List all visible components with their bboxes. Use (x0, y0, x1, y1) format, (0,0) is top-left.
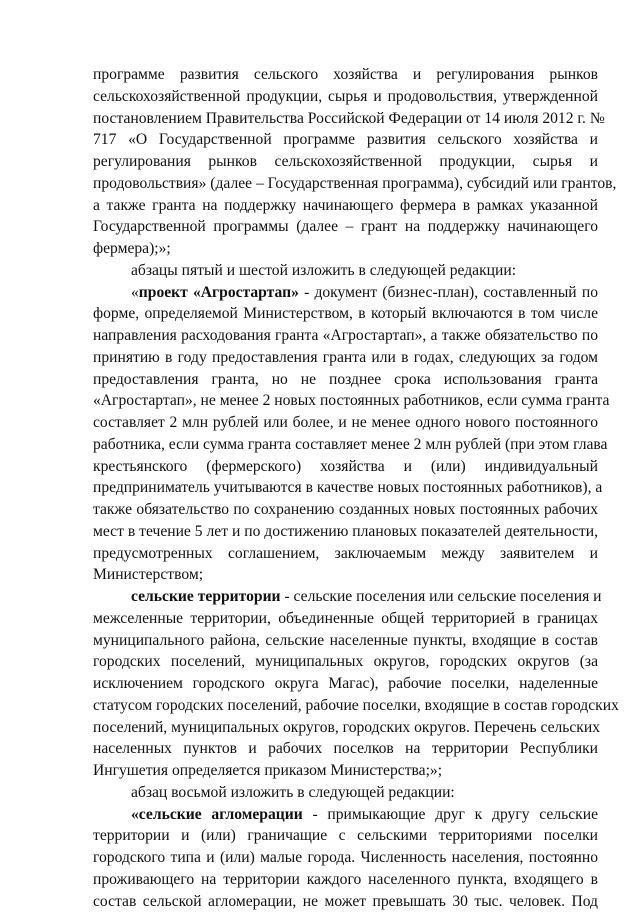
text-line: постановлением Правительства Российской Федерации от 14 июля 2012 г. № (93, 108, 598, 130)
text-line: Ингушетия определяется приказом Министерства;»; (93, 760, 598, 782)
text-line: а также гранта на поддержку начинающего фермера в рамках указанной (93, 195, 598, 217)
definition-rural-territories-line (93, 586, 598, 608)
text-line: городских поселений, муниципальных округов, городских округов (за (93, 651, 598, 673)
text-line: предоставления гранта, но не позднее срока использования гранта (93, 369, 598, 391)
open-quote: « (131, 284, 139, 301)
text-line: Министерством; (93, 564, 598, 586)
text-line: также обязательство по сохранению созданных новых постоянных рабочих (93, 499, 598, 521)
text-line: фермера);»; (93, 238, 598, 260)
text-line: составляет 2 млн рублей или более, и не менее одного нового постоянного (93, 412, 598, 434)
text-line: сельскохозяйственной продукции, сырья и продовольствия, утвержденной (93, 86, 598, 108)
definition-rural-agglomerations-line (93, 804, 598, 826)
amendment-instruction: абзацы пятый и шестой изложить в следующей редакции: (93, 260, 598, 282)
term-rural-agglomerations: «сельские агломерации (131, 806, 303, 823)
term-rural-territories: сельские территории (131, 588, 281, 605)
text-line: направления расходования гранта «Агростартап», а также обязательство по (93, 325, 598, 347)
text-line: принятию в году предоставления гранта или в годах, следующих за годом (93, 347, 598, 369)
text-line: состав сельской агломерации, не может превышать 30 тыс. человек. Под (93, 891, 598, 912)
text-line: программе развития сельского хозяйства и регулирования рынков (93, 64, 598, 86)
text-line: Государственной программы (далее – грант на поддержку начинающего (93, 216, 598, 238)
text-line: крестьянского (фермерского) хозяйства и (или) индивидуальный (93, 456, 598, 478)
text-line: регулирования рынков сельскохозяйственной продукции, сырья и (93, 151, 598, 173)
text-line: муниципального района, сельские населенные пункты, входящие в состав (93, 630, 598, 652)
term-agrostartap: проект «Агростартап» (139, 284, 299, 301)
text-line: исключением городского округа Магас), рабочие поселки, наделенные (93, 673, 598, 695)
definition-text: - сельские поселения или сельские поселения и (281, 588, 602, 605)
text-line: продовольствия» (далее – Государственная программа), субсидий или грантов, (93, 173, 598, 195)
amendment-instruction: абзац восьмой изложить в следующей редакции: (93, 782, 598, 804)
text-line: форме, определяемой Министерством, в который включаются в том числе (93, 303, 598, 325)
text-line: работника, если сумма гранта составляет менее 2 млн рублей (при этом глава (93, 434, 598, 456)
text-line: мест в течение 5 лет и по достижению плановых показателей деятельности, (93, 521, 598, 543)
text-line: «Агростартап», не менее 2 новых постоянных работников, если сумма гранта (93, 390, 598, 412)
text-line: населенных пунктов и рабочих поселков на территории Республики (93, 738, 598, 760)
text-line: статусом городских поселений, рабочие поселки, входящие в состав городских (93, 695, 598, 717)
definition-agrostartap-line (93, 282, 598, 304)
text-line: 717 «О Государственной программе развития сельского хозяйства и (93, 129, 598, 151)
document-body (93, 64, 598, 912)
text-line: территории и (или) граничащие с сельскими территориями поселки (93, 825, 598, 847)
text-line: предусмотренных соглашением, заключаемым между заявителем и (93, 543, 598, 565)
text-line: предприниматель учитываются в качестве новых постоянных работников), а (93, 477, 598, 499)
text-line: городского типа и (или) малые города. Численность населения, постоянно (93, 847, 598, 869)
text-line: проживающего на территории каждого населенного пункта, входящего в (93, 869, 598, 891)
text-line: поселений, муниципальных округов, городских округов. Перечень сельских (93, 717, 598, 739)
definition-text: - примыкающие друг к другу сельские (303, 806, 598, 823)
definition-text: - документ (бизнес-план), составленный по (299, 284, 598, 301)
text-line: межселенные территории, объединенные общей территорией в границах (93, 608, 598, 630)
